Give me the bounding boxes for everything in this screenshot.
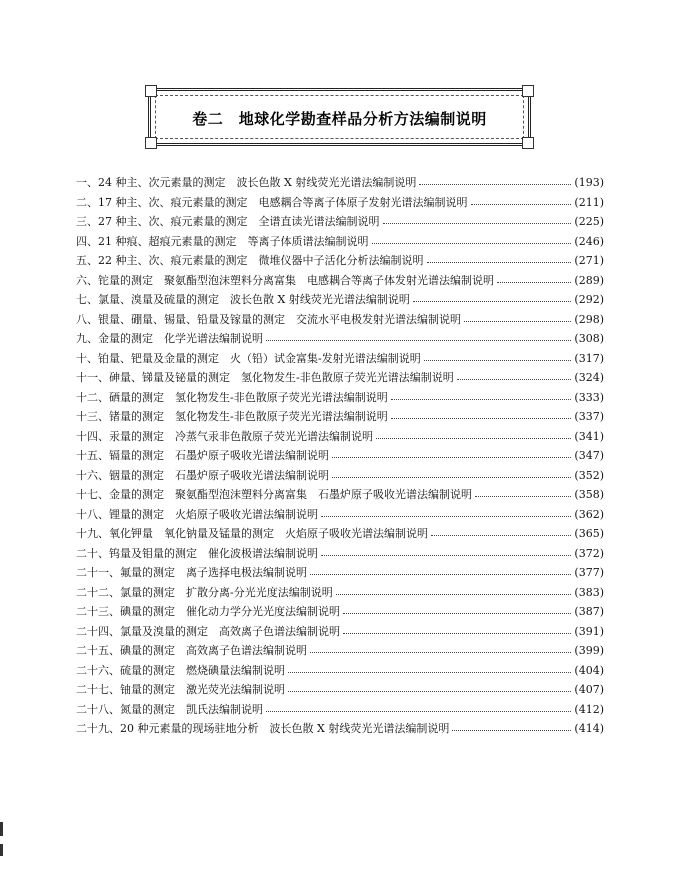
toc-entry[interactable] (76, 173, 604, 193)
toc-entry[interactable] (76, 485, 604, 505)
toc-entry[interactable] (76, 680, 604, 700)
toc-entry-title: 十六、铟量的测定 石墨炉原子吸收光谱法编制说明 (76, 468, 329, 482)
frame-corner-ornament (145, 85, 157, 97)
toc-entry-title: 二十三、碘量的测定 催化动力学分光光度法编制说明 (76, 605, 340, 618)
toc-entry[interactable] (76, 310, 604, 330)
frame-corner-ornament (522, 85, 534, 97)
dot-leader (310, 652, 571, 653)
toc-entry[interactable] (76, 524, 604, 544)
dot-leader (413, 301, 572, 302)
toc-entry[interactable] (76, 661, 604, 681)
dot-leader (497, 282, 571, 283)
dot-leader (288, 672, 571, 673)
toc-entry-title: 四、21 种痕、超痕元素量的测定 等离子体质谱法编制说明 (76, 234, 369, 248)
toc-entry-page-number: (414) (574, 722, 604, 735)
toc-entry[interactable] (76, 388, 604, 408)
dot-leader (321, 516, 571, 517)
toc-entry[interactable] (76, 622, 604, 642)
dot-leader (266, 340, 571, 341)
toc-entry-page-number: (407) (574, 683, 604, 696)
toc-entry[interactable] (76, 446, 604, 466)
toc-entry-page-number: (289) (574, 273, 604, 287)
toc-entry[interactable] (76, 427, 604, 447)
dot-leader (376, 438, 571, 439)
toc-entry[interactable] (76, 368, 604, 388)
toc-entry[interactable] (76, 290, 604, 310)
dot-leader (391, 418, 572, 419)
toc-entry-title: 十七、金量的测定 聚氨酯型泡沫塑料分离富集 石墨炉原子吸收光谱法编制说明 (76, 488, 472, 501)
toc-entry[interactable] (76, 251, 604, 271)
toc-entry-title: 二十、钨量及钼量的测定 催化波极谱法编制说明 (76, 546, 318, 560)
toc-entry[interactable] (76, 407, 604, 427)
toc-entry-title: 十八、锂量的测定 火焰原子吸收光谱法编制说明 (76, 507, 318, 521)
toc-entry-page-number: (298) (574, 312, 604, 326)
toc-entry-page-number: (352) (574, 468, 604, 482)
toc-entry[interactable] (76, 700, 604, 720)
toc-entry-title: 七、氯量、溴量及硫量的测定 波长色散 X 射线荧光光谱法编制说明 (76, 293, 410, 306)
dot-leader (424, 360, 572, 361)
toc-entry-page-number: (317) (574, 351, 604, 365)
toc-entry-title: 二十一、氟量的测定 离子选择电极法编制说明 (76, 566, 307, 579)
toc-entry-title: 二十五、碘量的测定 高效离子色谱法编制说明 (76, 644, 307, 657)
toc-entry-page-number: (211) (574, 195, 604, 209)
toc-entry[interactable] (76, 466, 604, 486)
toc-entry-page-number: (372) (574, 546, 604, 560)
table-of-contents (76, 173, 604, 739)
dot-leader (336, 594, 572, 595)
toc-entry-page-number: (383) (574, 585, 604, 599)
dot-leader (452, 730, 571, 731)
page-title: 卷二 地球化学勘查样品分析方法编制说明 (192, 110, 487, 128)
toc-entry[interactable] (76, 641, 604, 661)
toc-entry-title: 一、24 种主、次元素量的测定 波长色散 X 射线荧光光谱法编制说明 (76, 176, 417, 189)
dot-leader (343, 613, 571, 614)
toc-entry-page-number: (193) (574, 176, 604, 189)
toc-entry-title: 十九、氧化钾量 氧化钠量及锰量的测定 火焰原子吸收光谱法编制说明 (76, 527, 428, 540)
dot-leader (332, 477, 571, 478)
dot-leader (431, 535, 571, 536)
toc-entry-title: 八、银量、硼量、锡量、铅量及镓量的测定 交流水平电极发射光谱法编制说明 (76, 312, 461, 326)
toc-entry[interactable] (76, 193, 604, 213)
margin-mark (0, 844, 3, 856)
toc-entry[interactable] (76, 329, 604, 349)
margin-mark (0, 822, 3, 836)
toc-entry-page-number: (391) (574, 624, 604, 638)
toc-entry-page-number: (324) (574, 371, 604, 384)
toc-entry-title: 三、27 种主、次、痕元素量的测定 全谱直读光谱法编制说明 (76, 215, 380, 228)
toc-entry-title: 二十九、20 种元素量的现场驻地分析 波长色散 X 射线荧光光谱法编制说明 (76, 722, 450, 735)
dot-leader (310, 574, 571, 575)
toc-entry[interactable] (76, 602, 604, 622)
toc-entry-title: 二十八、氮量的测定 凯氏法编制说明 (76, 702, 263, 716)
toc-entry-title: 十三、锗量的测定 氢化物发生-非色散原子荧光光谱法编制说明 (76, 410, 388, 423)
toc-entry-title: 九、金量的测定 化学光谱法编制说明 (76, 332, 263, 345)
frame-corner-ornament (522, 137, 534, 149)
dot-leader (457, 379, 572, 380)
dot-leader (427, 262, 572, 263)
toc-entry-page-number: (225) (574, 215, 604, 228)
toc-entry[interactable] (76, 271, 604, 291)
toc-entry-page-number: (412) (574, 702, 604, 716)
toc-entry-page-number: (271) (574, 254, 604, 267)
toc-entry-page-number: (399) (574, 644, 604, 657)
toc-entry-title: 十四、汞量的测定 冷蒸气汞非色散原子荧光光谱法编制说明 (76, 429, 373, 443)
toc-entry[interactable] (76, 232, 604, 252)
toc-entry-page-number: (347) (574, 449, 604, 462)
toc-entry-page-number: (292) (574, 293, 604, 306)
toc-entry-page-number: (308) (574, 332, 604, 345)
frame-corner-ornament (145, 137, 157, 149)
toc-entry[interactable] (76, 544, 604, 564)
dot-leader (266, 711, 571, 712)
dot-leader (471, 204, 572, 205)
toc-entry[interactable] (76, 563, 604, 583)
toc-entry[interactable] (76, 212, 604, 232)
toc-entry-title: 二十四、氯量及溴量的测定 高效离子色谱法编制说明 (76, 624, 340, 638)
toc-entry-title: 十一、砷量、锑量及铋量的测定 氢化物发生-非色散原子荧光光谱法编制说明 (76, 371, 454, 384)
toc-entry-title: 二十六、硫量的测定 燃烧碘量法编制说明 (76, 663, 285, 677)
dot-leader (343, 633, 571, 634)
toc-entry-page-number: (341) (574, 429, 604, 443)
dot-leader (383, 223, 572, 224)
dot-leader (288, 691, 571, 692)
toc-entry-page-number: (404) (574, 663, 604, 677)
toc-entry-page-number: (362) (574, 507, 604, 521)
toc-entry-title: 二十二、氯量的测定 扩散分离-分光光度法编制说明 (76, 585, 333, 599)
dot-leader (391, 399, 572, 400)
toc-entry-title: 二、17 种主、次、痕元素量的测定 电感耦合等离子体原子发射光谱法编制说明 (76, 195, 468, 209)
toc-entry[interactable] (76, 505, 604, 525)
title-frame (148, 88, 531, 146)
toc-entry-page-number: (337) (574, 410, 604, 423)
toc-entry-page-number: (365) (574, 527, 604, 540)
toc-entry-title: 十二、硒量的测定 氢化物发生-非色散原子荧光光谱法编制说明 (76, 390, 388, 404)
toc-entry-page-number: (246) (574, 234, 604, 248)
dot-leader (332, 457, 571, 458)
toc-entry-title: 六、铊量的测定 聚氨酯型泡沫塑料分离富集 电感耦合等离子体发射光谱法编制说明 (76, 273, 494, 287)
toc-entry-title: 十五、镉量的测定 石墨炉原子吸收光谱法编制说明 (76, 449, 329, 462)
toc-entry-title: 五、22 种主、次、痕元素量的测定 微堆仪器中子活化分析法编制说明 (76, 254, 424, 267)
toc-entry[interactable] (76, 583, 604, 603)
toc-entry-page-number: (387) (574, 605, 604, 618)
toc-entry[interactable] (76, 349, 604, 369)
dot-leader (372, 243, 572, 244)
dot-leader (464, 321, 571, 322)
dot-leader (475, 496, 571, 497)
toc-entry[interactable] (76, 719, 604, 739)
toc-entry-title: 十、铂量、钯量及金量的测定 火（铅）试金富集-发射光谱法编制说明 (76, 351, 421, 365)
toc-entry-page-number: (333) (574, 390, 604, 404)
toc-entry-page-number: (377) (574, 566, 604, 579)
toc-entry-page-number: (358) (574, 488, 604, 501)
dot-leader (419, 184, 571, 185)
toc-entry-title: 二十七、铀量的测定 激光荧光法编制说明 (76, 683, 285, 696)
dot-leader (321, 555, 571, 556)
